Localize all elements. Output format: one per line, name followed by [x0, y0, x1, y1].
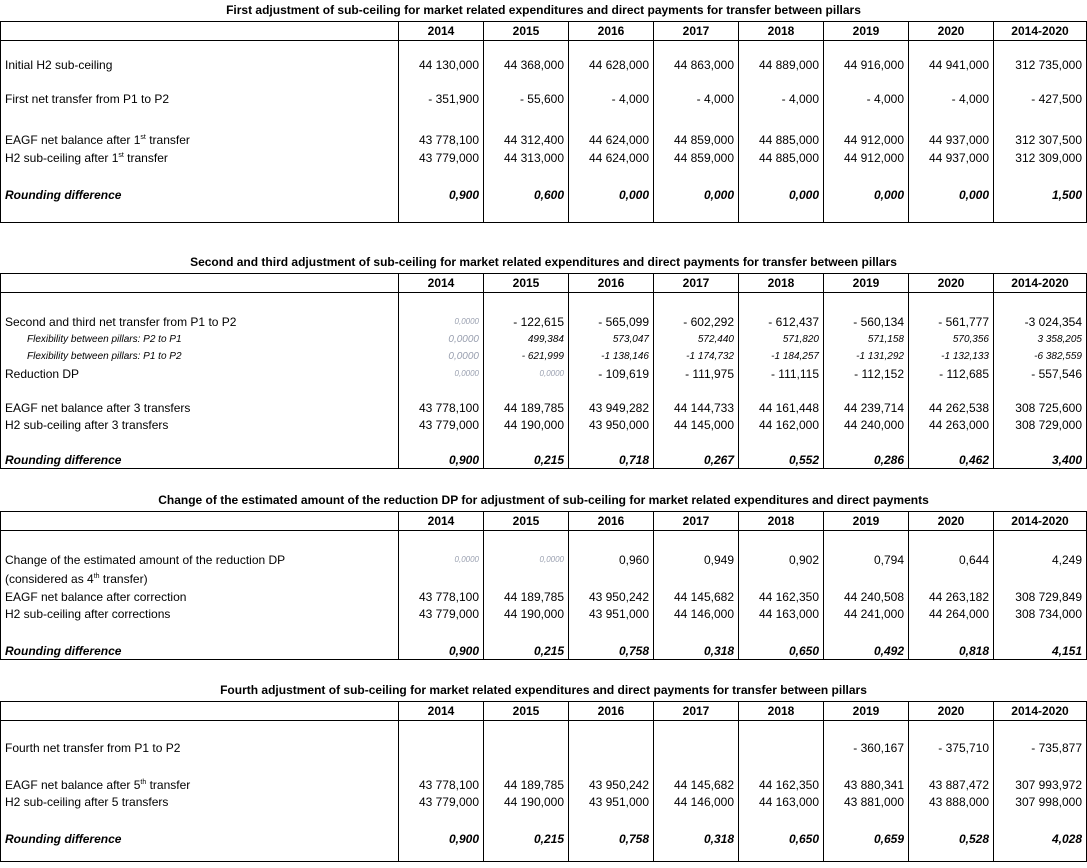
cell: 43 880,341: [824, 777, 909, 794]
cell: 0,492: [824, 643, 909, 660]
header-total: 2014-2020: [994, 512, 1087, 531]
cell: 0,000: [739, 185, 824, 205]
table-row: [1, 643, 1087, 660]
cell: 0,0000: [399, 551, 484, 569]
cell: [739, 739, 824, 757]
section1-title: First adjustment of sub-ceiling for market related expenditures and direct payments for transfer between pillars: [226, 3, 861, 17]
table-row: [1, 185, 1087, 205]
cell: 44 240,000: [824, 417, 909, 434]
cell: 0,000: [569, 185, 654, 205]
cell: 43 778,100: [399, 131, 484, 149]
cell: - 112,685: [909, 365, 994, 383]
header-2018: 2018: [739, 274, 824, 293]
cell: 0,528: [909, 831, 994, 848]
cell: 44 941,000: [909, 55, 994, 75]
cell: 44 240,508: [824, 589, 909, 606]
cell: - 122,615: [484, 313, 569, 331]
row-label: Change of the estimated amount of the reduction DP: [1, 551, 399, 569]
cell: - 4,000: [654, 89, 739, 109]
cell: 44 313,000: [484, 149, 569, 167]
cell: [484, 739, 569, 757]
cell: [654, 739, 739, 757]
cell: 570,356: [909, 331, 994, 348]
cell: 0,758: [569, 643, 654, 660]
header-2015: 2015: [484, 702, 569, 721]
cell: 43 779,000: [399, 794, 484, 811]
header-2016: 2016: [569, 512, 654, 531]
cell: - 112,152: [824, 365, 909, 383]
cell: -3 024,354: [994, 313, 1087, 331]
header-2015: 2015: [484, 512, 569, 531]
cell: 43 778,100: [399, 589, 484, 606]
cell: - 55,600: [484, 89, 569, 109]
row-label: Fourth net transfer from P1 to P2: [1, 739, 399, 757]
row-label: Flexibility between pillars: P1 to P2: [1, 348, 399, 365]
cell: - 4,000: [569, 89, 654, 109]
cell: 571,820: [739, 331, 824, 348]
cell: -1 174,732: [654, 348, 739, 365]
cell: - 557,546: [994, 365, 1087, 383]
header-row: [1, 512, 1087, 531]
cell: 43 779,000: [399, 606, 484, 623]
cell: 44 262,538: [909, 400, 994, 417]
cell: 44 863,000: [654, 55, 739, 75]
cell: 0,960: [569, 551, 654, 569]
table-row: [1, 89, 1087, 109]
cell: 44 190,000: [484, 606, 569, 623]
row-label: Rounding difference: [1, 643, 399, 660]
table-row: [1, 606, 1087, 623]
cell: 44 130,000: [399, 55, 484, 75]
row-label: H2 sub-ceiling after corrections: [1, 606, 399, 623]
header-total: 2014-2020: [994, 274, 1087, 293]
table-row: [1, 400, 1087, 417]
cell: 44 189,785: [484, 589, 569, 606]
cell: 44 162,350: [739, 777, 824, 794]
cell: 0,215: [484, 643, 569, 660]
header-2018: 2018: [739, 22, 824, 41]
cell: 43 951,000: [569, 794, 654, 811]
cell: 0,650: [739, 831, 824, 848]
cell: - 612,437: [739, 313, 824, 331]
section1-table: [0, 21, 1087, 223]
cell: 44 263,182: [909, 589, 994, 606]
cell: 44 859,000: [654, 149, 739, 167]
cell: 44 145,682: [654, 777, 739, 794]
header-2018: 2018: [739, 702, 824, 721]
row-label: EAGF net balance after correction: [1, 589, 399, 606]
row-label: Rounding difference: [1, 831, 399, 848]
cell: 44 189,785: [484, 400, 569, 417]
cell: 0,794: [824, 551, 909, 569]
cell: 44 264,000: [909, 606, 994, 623]
cell: 0,0000: [399, 331, 484, 348]
cell: 307 998,000: [994, 794, 1087, 811]
cell: - 4,000: [909, 89, 994, 109]
cell: 0,215: [484, 452, 569, 469]
row-label: H2 sub-ceiling after 5 transfers: [1, 794, 399, 811]
table-row: [1, 55, 1087, 75]
cell: 44 859,000: [654, 131, 739, 149]
table-row: [1, 551, 1087, 569]
cell: 572,440: [654, 331, 739, 348]
header-total: 2014-2020: [994, 22, 1087, 41]
cell: - 360,167: [824, 739, 909, 757]
cell: - 351,900: [399, 89, 484, 109]
cell: 44 144,733: [654, 400, 739, 417]
cell: 3 358,205: [994, 331, 1087, 348]
cell: 44 368,000: [484, 55, 569, 75]
header-2016: 2016: [569, 702, 654, 721]
cell: 0,900: [399, 643, 484, 660]
cell: 44 937,000: [909, 149, 994, 167]
cell: 43 950,242: [569, 589, 654, 606]
table-row: [1, 331, 1087, 348]
cell: 3,400: [994, 452, 1087, 469]
header-2020: 2020: [909, 702, 994, 721]
cell: 44 239,714: [824, 400, 909, 417]
header-2019: 2019: [824, 22, 909, 41]
row-label: H2 sub-ceiling after 1st transfer: [1, 149, 399, 167]
cell: 43 950,242: [569, 777, 654, 794]
cell: 44 146,000: [654, 606, 739, 623]
cell: 1,500: [994, 185, 1087, 205]
cell: 0,215: [484, 831, 569, 848]
cell: 44 190,000: [484, 794, 569, 811]
row-label: Rounding difference: [1, 452, 399, 469]
cell: 0,644: [909, 551, 994, 569]
header-total: 2014-2020: [994, 702, 1087, 721]
cell: 44 912,000: [824, 149, 909, 167]
cell: 0,0000: [484, 551, 569, 569]
cell: 44 628,000: [569, 55, 654, 75]
cell: 44 161,448: [739, 400, 824, 417]
cell: -6 382,559: [994, 348, 1087, 365]
cell: -1 184,257: [739, 348, 824, 365]
header-2017: 2017: [654, 702, 739, 721]
cell: 0,758: [569, 831, 654, 848]
cell: 0,900: [399, 452, 484, 469]
cell: 308 729,849: [994, 589, 1087, 606]
cell: 44 312,400: [484, 131, 569, 149]
cell: 0,650: [739, 643, 824, 660]
cell: 43 779,000: [399, 149, 484, 167]
cell: 0,659: [824, 831, 909, 848]
cell: 0,000: [824, 185, 909, 205]
header-row: [1, 274, 1087, 293]
cell: - 427,500: [994, 89, 1087, 109]
cell: 0,267: [654, 452, 739, 469]
cell: 0,0000: [399, 348, 484, 365]
cell: - 735,877: [994, 739, 1087, 757]
cell: 0,818: [909, 643, 994, 660]
section3-title: Change of the estimated amount of the reduction DP for adjustment of sub-ceiling for market related expenditures and direct payments: [158, 493, 929, 507]
row-label: Second and third net transfer from P1 to P2: [1, 313, 399, 331]
cell: 44 885,000: [739, 149, 824, 167]
row-label: Flexibility between pillars: P2 to P1: [1, 331, 399, 348]
header-2019: 2019: [824, 512, 909, 531]
cell: 44 146,000: [654, 794, 739, 811]
cell: 43 778,100: [399, 400, 484, 417]
cell: 0,718: [569, 452, 654, 469]
cell: 43 779,000: [399, 417, 484, 434]
cell: 44 885,000: [739, 131, 824, 149]
table-row: [1, 589, 1087, 606]
cell: 43 950,000: [569, 417, 654, 434]
cell: 0,552: [739, 452, 824, 469]
cell: 0,318: [654, 643, 739, 660]
table-row: [1, 794, 1087, 811]
header-2015: 2015: [484, 274, 569, 293]
cell: 44 145,000: [654, 417, 739, 434]
header-2017: 2017: [654, 512, 739, 531]
table-row: [1, 777, 1087, 794]
row-label: EAGF net balance after 5th transfer: [1, 777, 399, 794]
cell: 0,0000: [484, 365, 569, 383]
cell: 4,028: [994, 831, 1087, 848]
header-2018: 2018: [739, 512, 824, 531]
header-blank: [1, 702, 399, 721]
row-label: Rounding difference: [1, 185, 399, 205]
header-2014: 2014: [399, 512, 484, 531]
cell: 44 163,000: [739, 606, 824, 623]
header-blank: [1, 274, 399, 293]
header-2020: 2020: [909, 512, 994, 531]
table-row: [1, 131, 1087, 149]
table-row: [1, 365, 1087, 383]
cell: 0,949: [654, 551, 739, 569]
table-row: [1, 313, 1087, 331]
cell: - 375,710: [909, 739, 994, 757]
cell: -1 138,146: [569, 348, 654, 365]
cell: 308 725,600: [994, 400, 1087, 417]
cell: 0,900: [399, 831, 484, 848]
cell: 44 263,000: [909, 417, 994, 434]
header-2020: 2020: [909, 22, 994, 41]
table-row: [1, 417, 1087, 434]
row-label: Initial H2 sub-ceiling: [1, 55, 399, 75]
cell: 44 162,000: [739, 417, 824, 434]
cell: - 565,099: [569, 313, 654, 331]
cell: 43 887,472: [909, 777, 994, 794]
section3-table: [0, 511, 1087, 660]
row-label: H2 sub-ceiling after 3 transfers: [1, 417, 399, 434]
cell: 44 937,000: [909, 131, 994, 149]
cell: 0,600: [484, 185, 569, 205]
section4-title: Fourth adjustment of sub-ceiling for market related expenditures and direct payments for transfer between pillars: [220, 683, 867, 697]
section2-title: Second and third adjustment of sub-ceiling for market related expenditures and direct payments for transfer between pillars: [190, 255, 897, 269]
cell: 0,000: [909, 185, 994, 205]
cell: 44 624,000: [569, 149, 654, 167]
cell: 44 624,000: [569, 131, 654, 149]
header-2015: 2015: [484, 22, 569, 41]
header-blank: [1, 512, 399, 531]
table-row: [1, 149, 1087, 167]
cell: 4,249: [994, 551, 1087, 569]
row-label: EAGF net balance after 3 transfers: [1, 400, 399, 417]
cell: 0,318: [654, 831, 739, 848]
cell: 43 888,000: [909, 794, 994, 811]
header-2020: 2020: [909, 274, 994, 293]
header-2019: 2019: [824, 274, 909, 293]
cell: 0,902: [739, 551, 824, 569]
table-row: [1, 739, 1087, 757]
cell: 44 145,682: [654, 589, 739, 606]
table-row: [1, 348, 1087, 365]
cell: - 561,777: [909, 313, 994, 331]
cell: 0,286: [824, 452, 909, 469]
cell: 0,900: [399, 185, 484, 205]
cell: [399, 739, 484, 757]
cell: 43 881,000: [824, 794, 909, 811]
header-2017: 2017: [654, 22, 739, 41]
section4-table: [0, 701, 1087, 862]
header-2017: 2017: [654, 274, 739, 293]
cell: 4,151: [994, 643, 1087, 660]
cell: 43 951,000: [569, 606, 654, 623]
section2-table: [0, 273, 1087, 469]
cell: 44 190,000: [484, 417, 569, 434]
cell: 312 735,000: [994, 55, 1087, 75]
header-row: [1, 22, 1087, 41]
cell: - 4,000: [739, 89, 824, 109]
header-2016: 2016: [569, 22, 654, 41]
cell: 0,0000: [399, 313, 484, 331]
cell: - 4,000: [824, 89, 909, 109]
cell: 307 993,972: [994, 777, 1087, 794]
cell: 44 916,000: [824, 55, 909, 75]
cell: - 602,292: [654, 313, 739, 331]
header-2019: 2019: [824, 702, 909, 721]
cell: - 111,115: [739, 365, 824, 383]
header-blank: [1, 22, 399, 41]
cell: 312 309,000: [994, 149, 1087, 167]
cell: 0,462: [909, 452, 994, 469]
cell: 0,0000: [399, 365, 484, 383]
cell: 308 734,000: [994, 606, 1087, 623]
row-label: Reduction DP: [1, 365, 399, 383]
cell: 571,158: [824, 331, 909, 348]
cell: 573,047: [569, 331, 654, 348]
cell: 43 778,100: [399, 777, 484, 794]
cell: -1 131,292: [824, 348, 909, 365]
cell: 44 241,000: [824, 606, 909, 623]
header-2014: 2014: [399, 702, 484, 721]
cell: 499,384: [484, 331, 569, 348]
cell: [569, 739, 654, 757]
table-row: [1, 831, 1087, 848]
cell: - 109,619: [569, 365, 654, 383]
header-2014: 2014: [399, 274, 484, 293]
cell: 44 162,350: [739, 589, 824, 606]
cell: 0,000: [654, 185, 739, 205]
cell: 44 189,785: [484, 777, 569, 794]
cell: -1 132,133: [909, 348, 994, 365]
table-row: [1, 452, 1087, 469]
header-2016: 2016: [569, 274, 654, 293]
header-row: [1, 702, 1087, 721]
row-sublabel: (considered as 4th transfer): [1, 569, 399, 589]
cell: - 111,975: [654, 365, 739, 383]
cell: 44 912,000: [824, 131, 909, 149]
cell: - 621,999: [484, 348, 569, 365]
cell: 43 949,282: [569, 400, 654, 417]
header-2014: 2014: [399, 22, 484, 41]
cell: 44 889,000: [739, 55, 824, 75]
row-label: First net transfer from P1 to P2: [1, 89, 399, 109]
row-label: EAGF net balance after 1st transfer: [1, 131, 399, 149]
cell: 312 307,500: [994, 131, 1087, 149]
cell: - 560,134: [824, 313, 909, 331]
cell: 44 163,000: [739, 794, 824, 811]
cell: 308 729,000: [994, 417, 1087, 434]
